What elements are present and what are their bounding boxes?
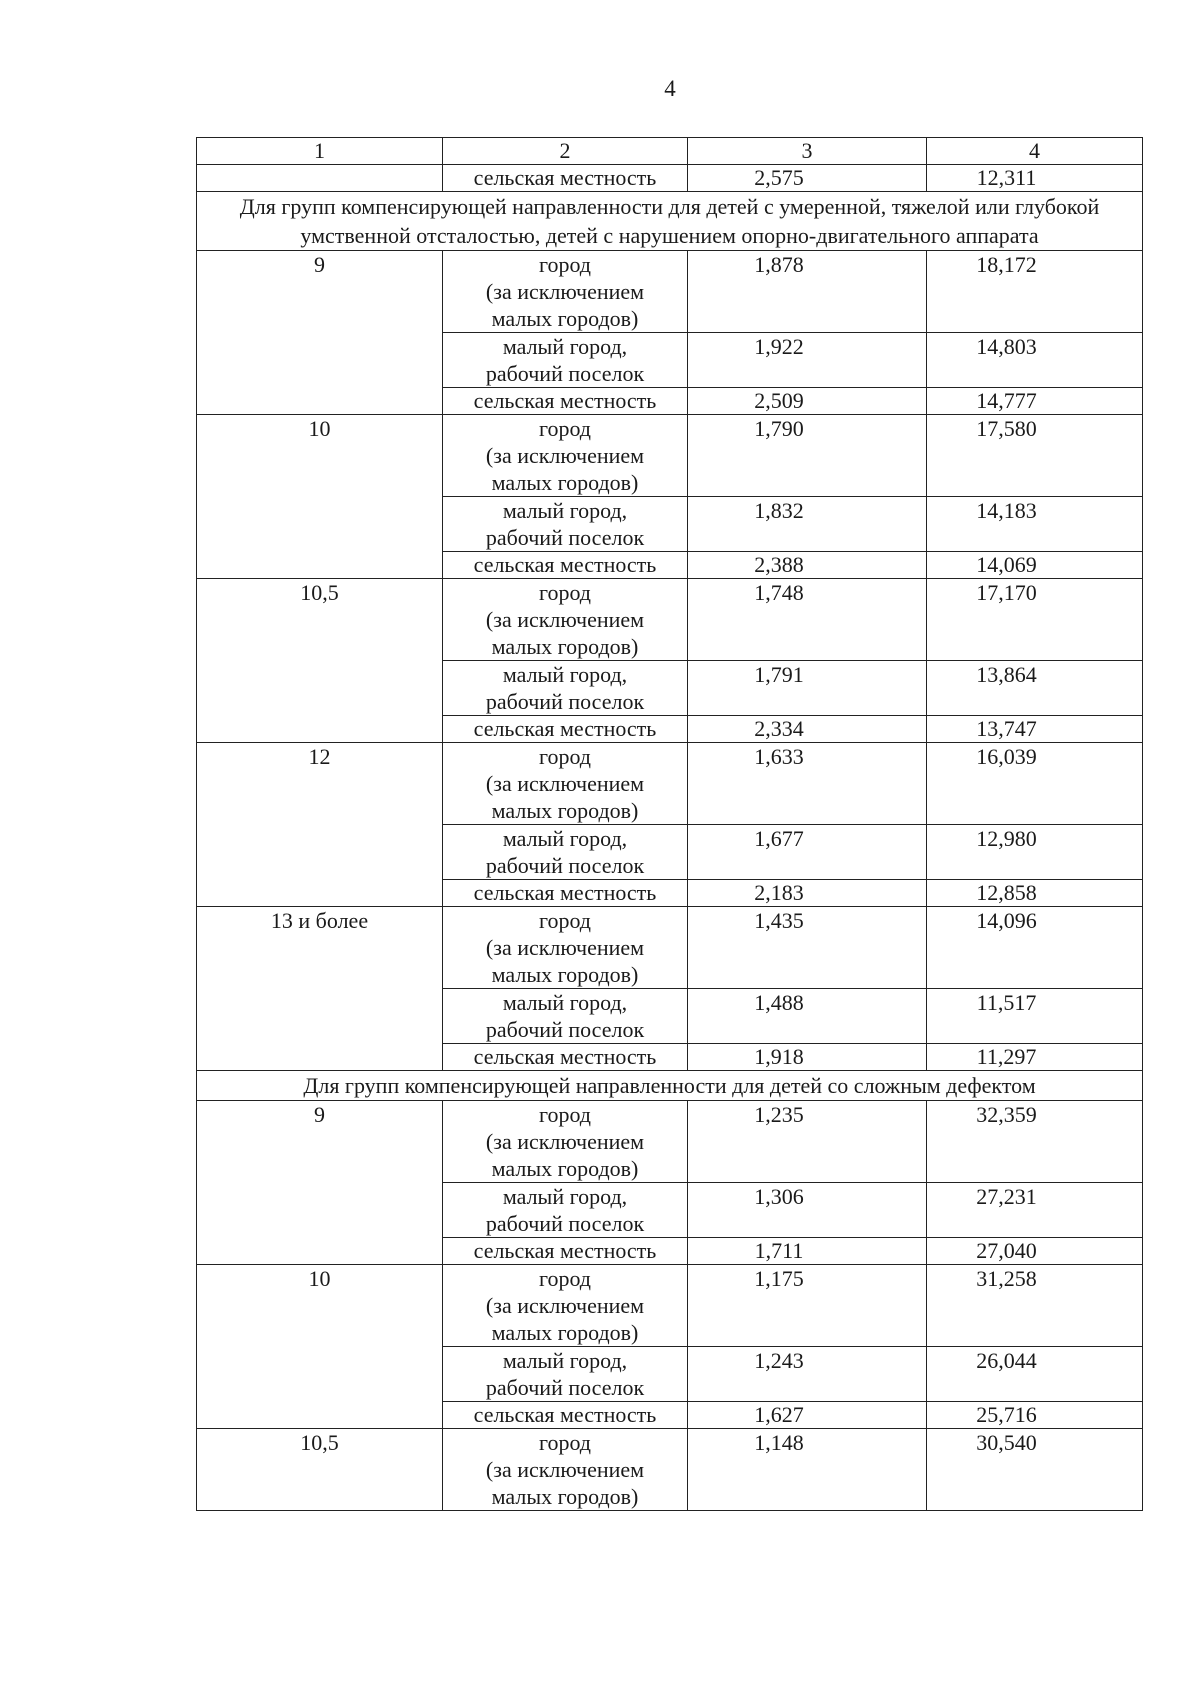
section-heading-row [197, 192, 1143, 251]
group-size-cell: 13 и более [197, 907, 443, 1071]
value-cell: 30,540 [927, 1429, 1143, 1511]
locality-cell [443, 743, 688, 825]
group-size-cell: 9 [197, 1101, 443, 1265]
group-size-cell: 9 [197, 251, 443, 415]
value-cell: 18,172 [927, 251, 1143, 333]
value-cell: 11,517 [927, 989, 1143, 1044]
locality-line: малый город, [502, 662, 628, 687]
locality-cell: сельская местность [443, 552, 688, 579]
locality-line: малый город, [502, 990, 628, 1015]
locality-line: (за исключением [485, 1293, 645, 1318]
locality-line: рабочий поселок [485, 853, 645, 878]
coefficient-cell: 1,175 [688, 1265, 927, 1347]
locality-line: город [538, 252, 592, 277]
value-cell: 12,858 [927, 880, 1143, 907]
locality-line: малых городов) [491, 470, 639, 495]
locality-line: малых городов) [491, 306, 639, 331]
section-heading: Для групп компенсирующей направленности для детей со сложным дефектом [197, 1071, 1143, 1101]
locality-cell: сельская местность [443, 165, 688, 192]
locality-line: рабочий поселок [485, 1211, 645, 1236]
locality-cell: сельская местность [443, 388, 688, 415]
coefficient-cell: 1,235 [688, 1101, 927, 1183]
value-cell: 32,359 [927, 1101, 1143, 1183]
locality-cell: сельская местность [443, 1402, 688, 1429]
locality-line: рабочий поселок [485, 1375, 645, 1400]
value-cell: 25,716 [927, 1402, 1143, 1429]
locality-cell [443, 579, 688, 661]
locality-line: малых городов) [491, 1156, 639, 1181]
locality-cell [443, 1347, 688, 1402]
column-number-row [197, 138, 1143, 165]
coefficient-cell: 1,711 [688, 1238, 927, 1265]
rates-table [196, 137, 1143, 1511]
value-cell: 17,580 [927, 415, 1143, 497]
group-size-cell: 12 [197, 743, 443, 907]
rates-table-body [197, 138, 1143, 1511]
locality-cell: сельская местность [443, 1238, 688, 1265]
locality-line: город [538, 1102, 592, 1127]
coefficient-cell: 1,243 [688, 1347, 927, 1402]
locality-cell [443, 825, 688, 880]
value-cell: 13,864 [927, 661, 1143, 716]
coefficient-cell: 1,488 [688, 989, 927, 1044]
value-cell: 14,183 [927, 497, 1143, 552]
coefficient-cell: 1,832 [688, 497, 927, 552]
locality-line: малый город, [502, 1348, 628, 1373]
coefficient-cell: 1,918 [688, 1044, 927, 1071]
coefficient-cell: 1,878 [688, 251, 927, 333]
locality-line: малый город, [502, 826, 628, 851]
value-cell: 27,040 [927, 1238, 1143, 1265]
locality-cell [443, 989, 688, 1044]
coefficient-cell: 2,509 [688, 388, 927, 415]
group-size-cell: 10 [197, 1265, 443, 1429]
locality-cell: сельская местность [443, 716, 688, 743]
locality-line: город [538, 1430, 592, 1455]
locality-line: (за исключением [485, 279, 645, 304]
table-row [197, 743, 1143, 825]
locality-cell [443, 661, 688, 716]
locality-line: малых городов) [491, 962, 639, 987]
coefficient-cell: 1,677 [688, 825, 927, 880]
table-row [197, 1265, 1143, 1347]
section-heading-row [197, 1071, 1143, 1101]
group-size-cell [197, 165, 443, 192]
locality-line: город [538, 1266, 592, 1291]
coefficient-cell: 1,748 [688, 579, 927, 661]
value-cell: 14,803 [927, 333, 1143, 388]
section-heading: Для групп компенсирующей направленности для детей с умеренной, тяжелой или глубокой умственной отсталостью, детей с нарушением опорно-двигательного аппарата [197, 192, 1143, 251]
coefficient-cell: 2,183 [688, 880, 927, 907]
coefficient-cell: 1,148 [688, 1429, 927, 1511]
locality-line: (за исключением [485, 935, 645, 960]
locality-cell [443, 333, 688, 388]
locality-line: малых городов) [491, 1320, 639, 1345]
column-number-1: 1 [197, 138, 443, 165]
locality-cell [443, 415, 688, 497]
value-cell: 14,777 [927, 388, 1143, 415]
locality-line: рабочий поселок [485, 525, 645, 550]
locality-line: рабочий поселок [485, 361, 645, 386]
locality-line: город [538, 416, 592, 441]
value-cell: 12,980 [927, 825, 1143, 880]
locality-cell: сельская местность [443, 1044, 688, 1071]
table-row [197, 415, 1143, 497]
table-row [197, 579, 1143, 661]
coefficient-cell: 1,435 [688, 907, 927, 989]
table-row [197, 907, 1143, 989]
locality-line: (за исключением [485, 607, 645, 632]
value-cell: 16,039 [927, 743, 1143, 825]
group-size-cell: 10,5 [197, 579, 443, 743]
locality-cell [443, 1265, 688, 1347]
locality-line: малых городов) [491, 1484, 639, 1509]
locality-line: малый город, [502, 334, 628, 359]
table-row [197, 1429, 1143, 1511]
table-row [197, 251, 1143, 333]
locality-line: (за исключением [485, 443, 645, 468]
coefficient-cell: 2,575 [688, 165, 927, 192]
value-cell: 31,258 [927, 1265, 1143, 1347]
locality-line: город [538, 744, 592, 769]
coefficient-cell: 1,791 [688, 661, 927, 716]
value-cell: 12,311 [927, 165, 1143, 192]
locality-line: (за исключением [485, 1129, 645, 1154]
locality-line: малый город, [502, 1184, 628, 1209]
locality-line: город [538, 908, 592, 933]
locality-line: малый город, [502, 498, 628, 523]
coefficient-cell: 2,388 [688, 552, 927, 579]
group-size-cell: 10,5 [197, 1429, 443, 1511]
page-number: 4 [664, 76, 676, 101]
locality-line: малых городов) [491, 634, 639, 659]
value-cell: 17,170 [927, 579, 1143, 661]
locality-cell [443, 251, 688, 333]
locality-line: (за исключением [485, 771, 645, 796]
locality-cell [443, 1101, 688, 1183]
locality-line: (за исключением [485, 1457, 645, 1482]
table-row [197, 165, 1143, 192]
coefficient-cell: 1,633 [688, 743, 927, 825]
value-cell: 27,231 [927, 1183, 1143, 1238]
locality-cell [443, 497, 688, 552]
value-cell: 11,297 [927, 1044, 1143, 1071]
locality-cell [443, 1429, 688, 1511]
column-number-2: 2 [443, 138, 688, 165]
value-cell: 26,044 [927, 1347, 1143, 1402]
coefficient-cell: 2,334 [688, 716, 927, 743]
coefficient-cell: 1,627 [688, 1402, 927, 1429]
coefficient-cell: 1,306 [688, 1183, 927, 1238]
locality-line: город [538, 580, 592, 605]
locality-line: малых городов) [491, 798, 639, 823]
table-row [197, 1101, 1143, 1183]
coefficient-cell: 1,922 [688, 333, 927, 388]
column-number-4: 4 [927, 138, 1143, 165]
value-cell: 14,069 [927, 552, 1143, 579]
value-cell: 14,096 [927, 907, 1143, 989]
locality-cell [443, 1183, 688, 1238]
rates-table-container [196, 137, 1142, 1511]
column-number-3: 3 [688, 138, 927, 165]
group-size-cell: 10 [197, 415, 443, 579]
value-cell: 13,747 [927, 716, 1143, 743]
locality-line: рабочий поселок [485, 689, 645, 714]
locality-line: рабочий поселок [485, 1017, 645, 1042]
locality-cell [443, 907, 688, 989]
coefficient-cell: 1,790 [688, 415, 927, 497]
locality-cell: сельская местность [443, 880, 688, 907]
